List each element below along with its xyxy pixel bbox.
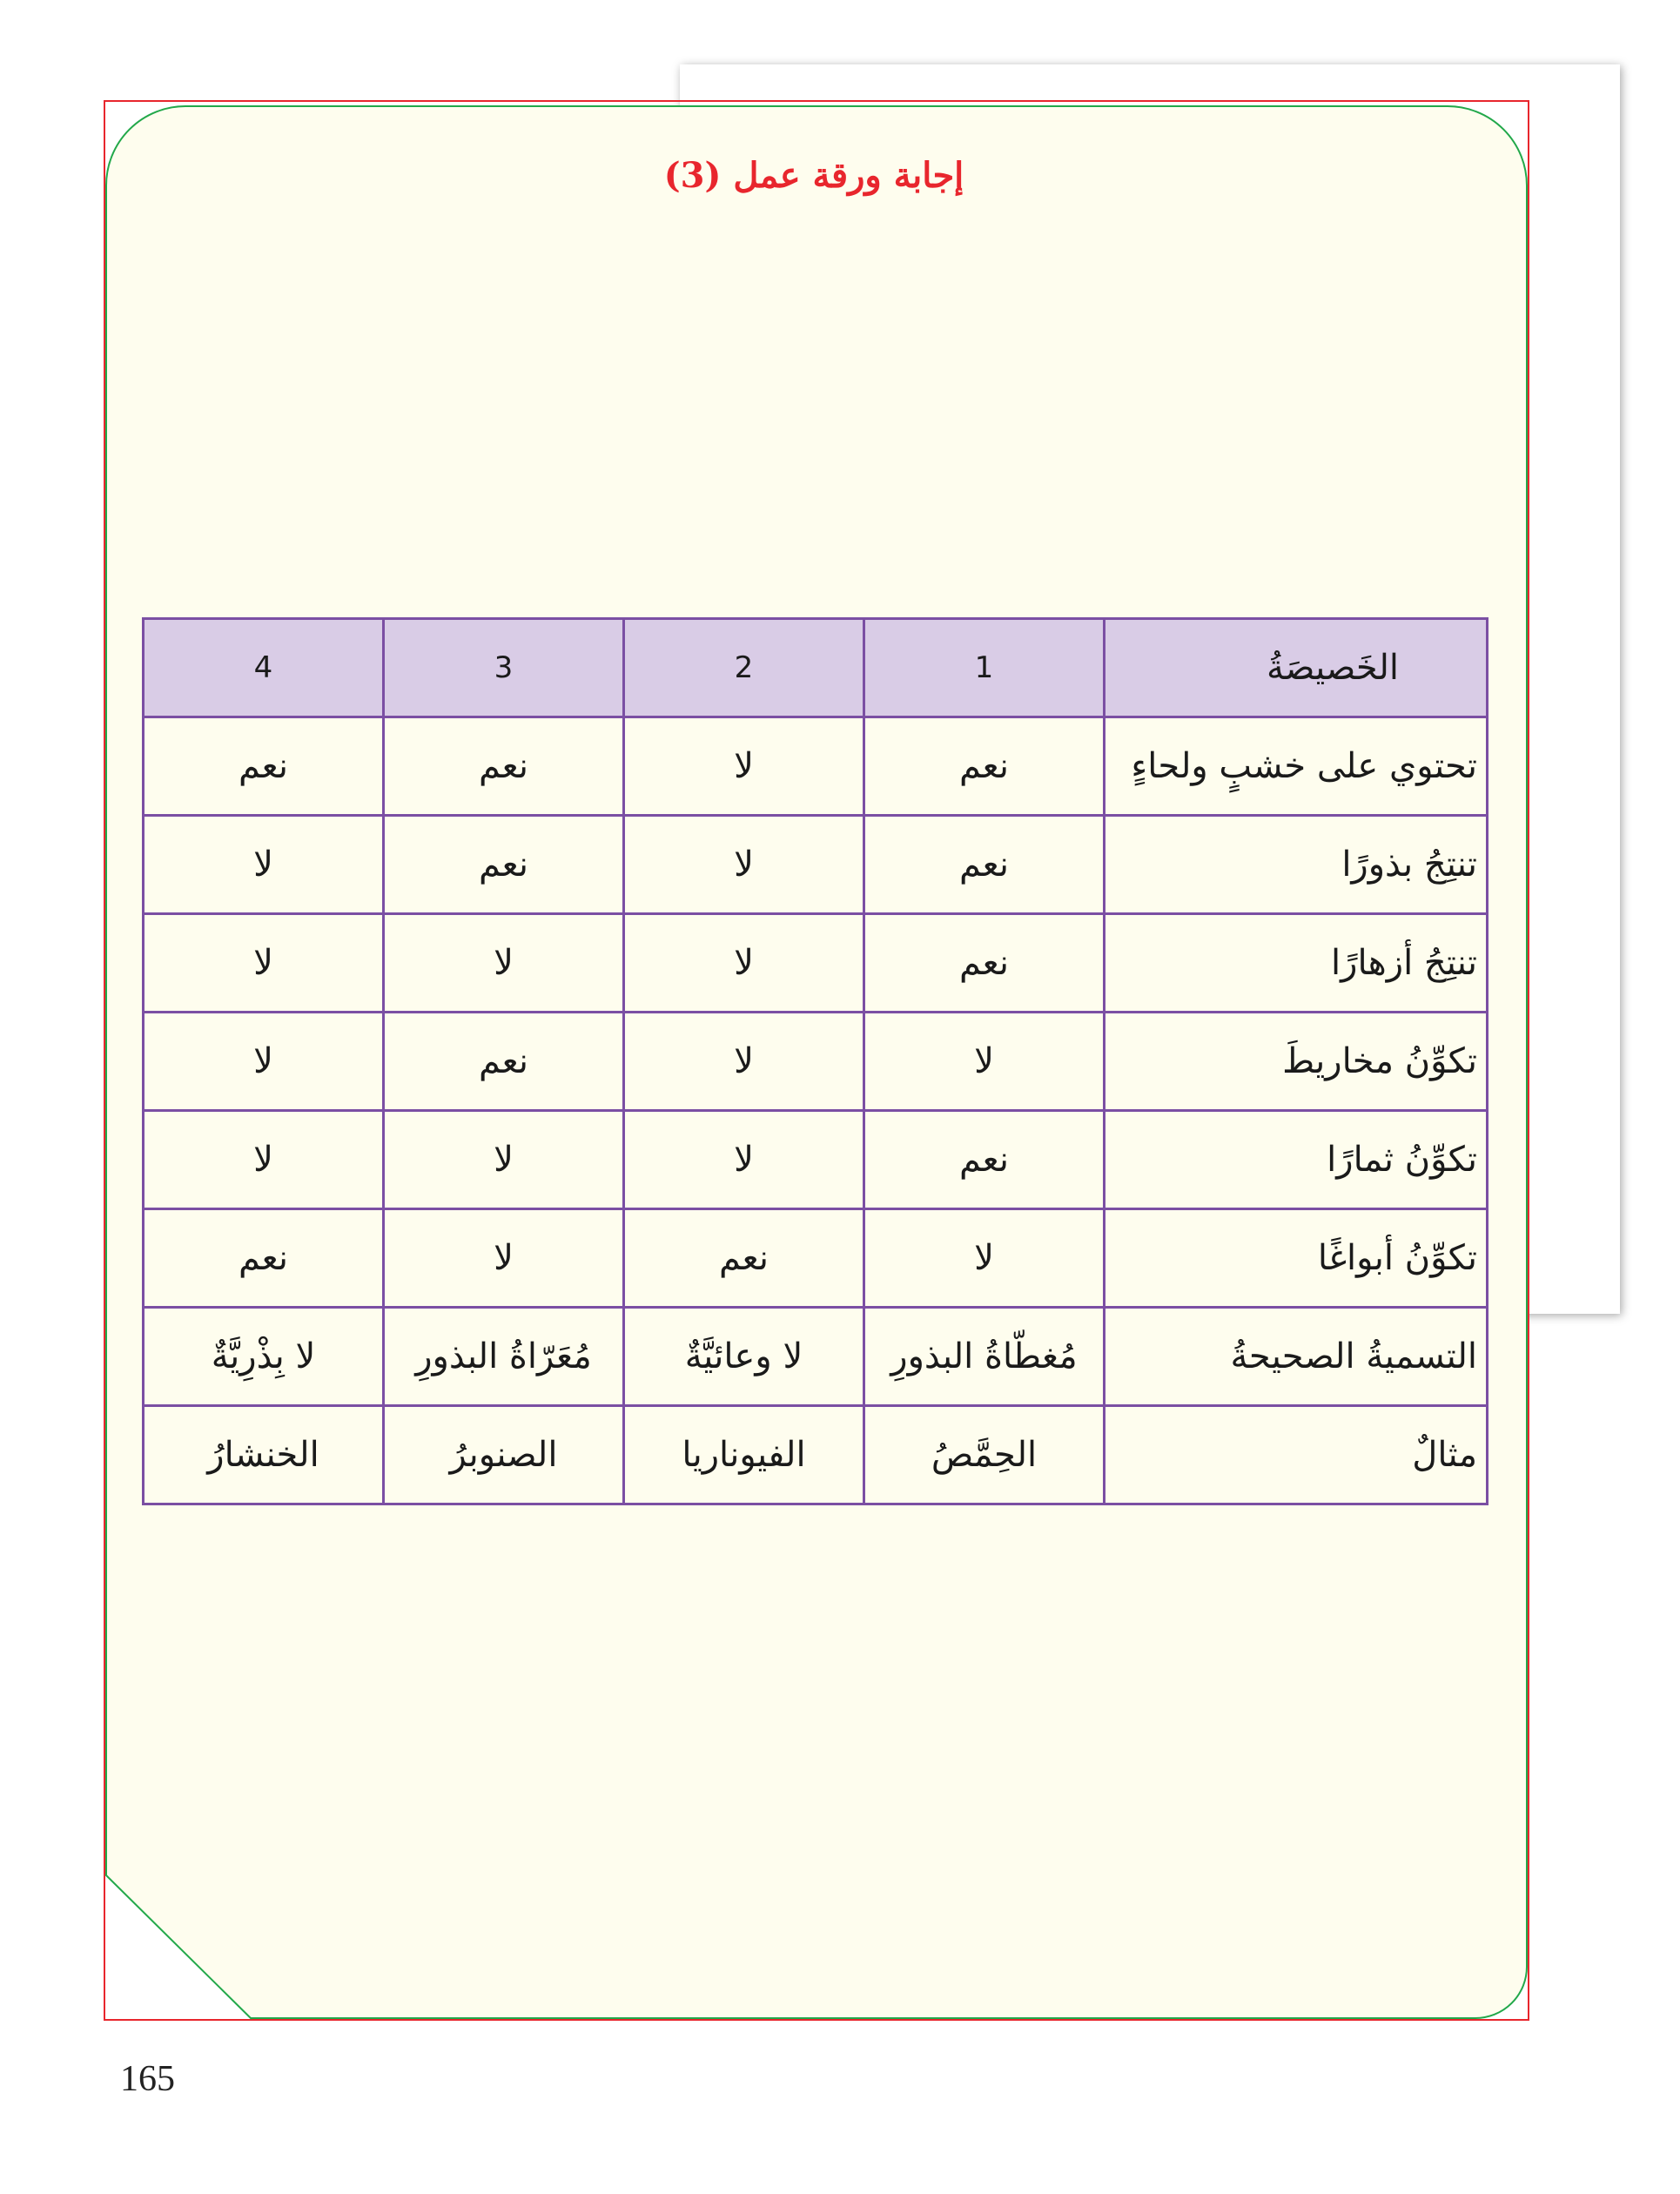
table-row	[144, 1308, 1488, 1406]
table-cell: لا	[624, 1111, 864, 1209]
table-cell: نعم	[384, 1013, 624, 1111]
header-col-1: 1	[864, 619, 1105, 717]
table-cell: لا	[384, 914, 624, 1013]
page-number: 165	[120, 2059, 175, 2099]
row-property: مثالٌ	[1105, 1406, 1488, 1504]
table-cell: مُغطّاةُ البذورِ	[864, 1308, 1105, 1406]
table-cell: لا	[624, 1013, 864, 1111]
table-cell: لا	[144, 816, 384, 914]
header-col-3: 3	[384, 619, 624, 717]
table-row	[144, 914, 1488, 1013]
table-cell: لا	[384, 1209, 624, 1308]
header-col-4: 4	[144, 619, 384, 717]
row-property: تكوِّنُ ثمارًا	[1105, 1111, 1488, 1209]
table-row	[144, 1013, 1488, 1111]
table-cell: الخنشارُ	[144, 1406, 384, 1504]
table-cell: لا	[144, 1013, 384, 1111]
table-cell: الفيوناريا	[624, 1406, 864, 1504]
table-header-row	[144, 619, 1488, 717]
table-cell: لا بِذْرِيَّةٌ	[144, 1308, 384, 1406]
table-cell: نعم	[144, 717, 384, 816]
table-cell: لا	[624, 717, 864, 816]
row-property: تحتوي على خشبٍ ولحاءٍ	[1105, 717, 1488, 816]
table-cell: لا	[144, 1111, 384, 1209]
header-property: الخَصيصَةُ	[1105, 619, 1488, 717]
row-property: تكوِّنُ أبواغًا	[1105, 1209, 1488, 1308]
table-row	[144, 1111, 1488, 1209]
row-property: تنتِجُ أزهارًا	[1105, 914, 1488, 1013]
table-cell: نعم	[384, 717, 624, 816]
table-cell: لا وعائيَّةٌ	[624, 1308, 864, 1406]
table-cell: الصنوبرُ	[384, 1406, 624, 1504]
table-cell: لا	[864, 1013, 1105, 1111]
table-row	[144, 816, 1488, 914]
table-cell: نعم	[864, 914, 1105, 1013]
table-cell: نعم	[144, 1209, 384, 1308]
row-property: تكوِّنُ مخاريطَ	[1105, 1013, 1488, 1111]
table-cell: مُعَرّاةُ البذورِ	[384, 1308, 624, 1406]
table-cell: نعم	[864, 717, 1105, 816]
table-cell: لا	[864, 1209, 1105, 1308]
plant-properties-table	[142, 617, 1488, 1505]
table-cell: نعم	[864, 816, 1105, 914]
table-cell: نعم	[864, 1111, 1105, 1209]
table-cell: لا	[624, 914, 864, 1013]
table-cell: لا	[144, 914, 384, 1013]
row-property: التسميةُ الصحيحةُ	[1105, 1308, 1488, 1406]
row-property: تنتِجُ بذورًا	[1105, 816, 1488, 914]
header-col-2: 2	[624, 619, 864, 717]
table-row	[144, 717, 1488, 816]
table-row	[144, 1406, 1488, 1504]
table-cell: الحِمَّصُ	[864, 1406, 1105, 1504]
table-row	[144, 1209, 1488, 1308]
table-cell: لا	[384, 1111, 624, 1209]
worksheet-answer-title: إجابة ورقة عمل (3)	[663, 155, 964, 196]
table-cell: لا	[624, 816, 864, 914]
table-cell: نعم	[384, 816, 624, 914]
table-cell: نعم	[624, 1209, 864, 1308]
